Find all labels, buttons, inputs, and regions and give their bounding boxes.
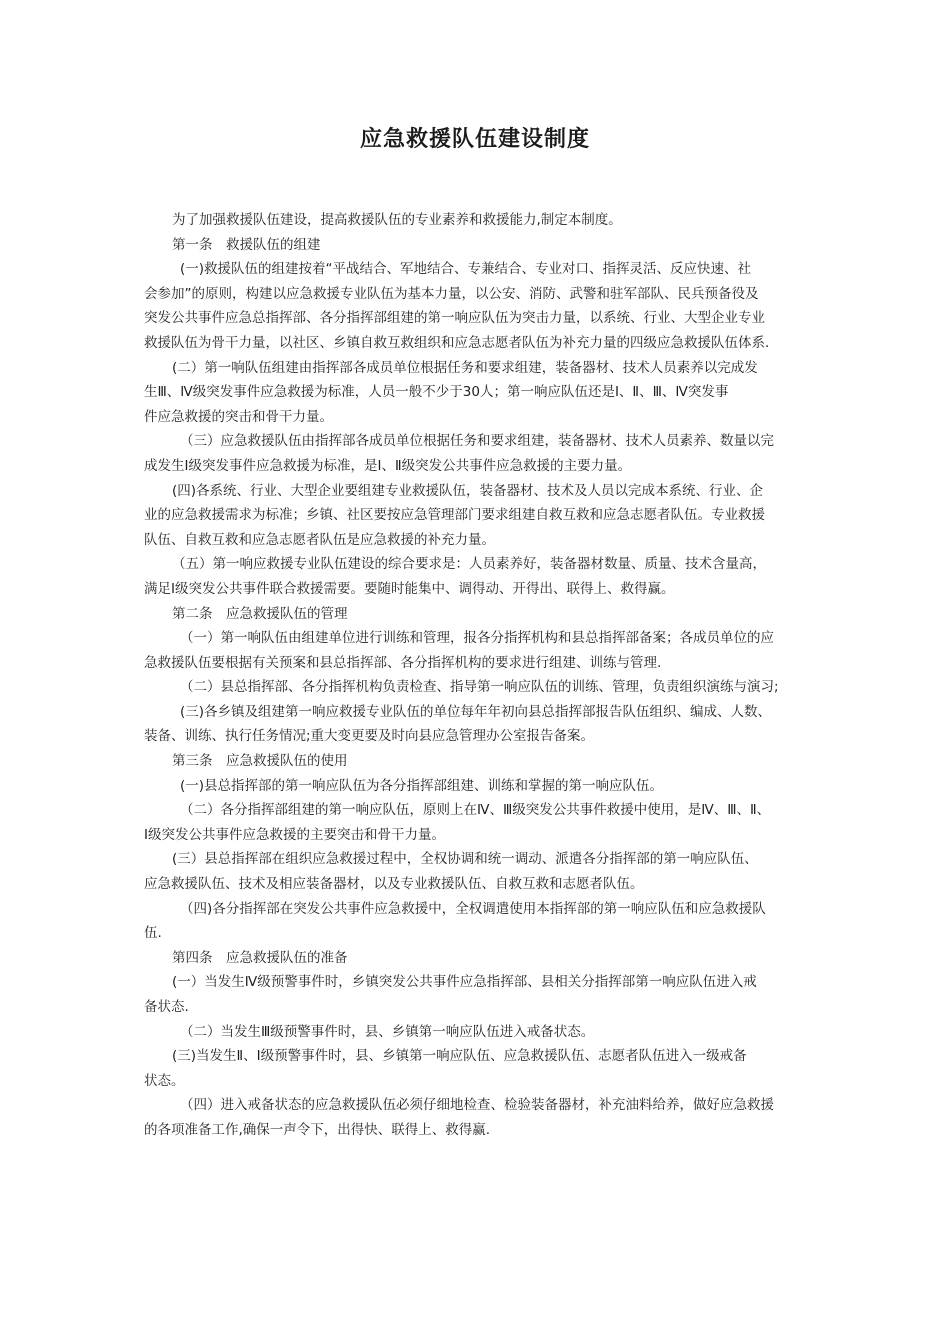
text-line: 急救援队伍要根据有关预案和县总指挥部、各分指挥机构的要求进行组建、训练与管理. — [144, 654, 662, 671]
text-line: (一)县总指挥部的第一响应队伍为各分指挥部组建、训练和掌握的第一响应队伍。 — [180, 777, 664, 794]
text-line: 备状态. — [144, 999, 189, 1015]
text-line: (三)各乡镇及组建第一响应救援专业队伍的单位每年年初向县总指挥部报告队伍组织、编成、人数、 — [180, 703, 772, 720]
text-line: 伍. — [144, 925, 162, 942]
section-heading: 第二条 应急救援队伍的管理 — [172, 605, 348, 622]
text-line: 突发公共事件应急总指挥部、各分指挥部组建的第一响应队伍为突击力量，以系统、行业、大型企业专业 — [144, 310, 765, 327]
text-line: 满足Ⅰ级突发公共事件联合救援需要。要随时能集中、调得动、开得出、联得上、救得赢。 — [144, 580, 675, 597]
text-line: (二）第一响队伍组建由指挥部各成员单位根据任务和要求组建，装备器材、技术人员素养以完成发 — [172, 359, 758, 376]
text-line: 装备、训练、执行任务情况;重大变更要及时向县应急管理办公室报告备案。 — [144, 728, 595, 745]
text-line: (一)救援队伍的组建按着“平战结合、军地结合、专兼结合、专业对口、指挥灵活、反应快速、社 — [180, 261, 752, 278]
text-line: 应急救援队伍、技术及相应装备器材，以及专业救援队伍、自救互救和志愿者队伍。 — [144, 876, 644, 893]
text-line: （三）应急救援队伍由指挥部各成员单位根据任务和要求组建，装备器材、技术人员素养、数量以完 — [180, 433, 774, 450]
text-line: (四)各系统、行业、大型企业要组建专业救援队伍，装备器材、技术及人员以完成本系统、行业、企 — [172, 482, 764, 499]
text-line: 队伍、自救互救和应急志愿者队伍是应急救援的补充力量。 — [144, 531, 495, 548]
section-heading: 第三条 应急救援队伍的使用 — [172, 753, 348, 770]
text-line: 状态。 — [144, 1072, 185, 1089]
text-line: （二）当发生Ⅲ级预警事件时，县、乡镇第一响应队伍进入戒备状态。 — [180, 1023, 595, 1040]
text-line: 会参加”的原则，构建以应急救援专业队伍为基本力量，以公安、消防、武警和驻军部队、民兵预备役及 — [144, 285, 759, 302]
text-line: 为了加强救援队伍建设，提高救援队伍的专业素养和救援能力,制定本制度。 — [172, 212, 622, 228]
text-line: Ⅰ级突发公共事件应急救援的主要突击和骨干力量。 — [144, 826, 445, 843]
text-line: 业的应急救援需求为标准；乡镇、社区要按应急管理部门要求组建自救互救和应急志愿者队伍。专业救援 — [144, 507, 765, 524]
text-line: （二）各分指挥部组建的第一响应队伍，原则上在Ⅳ、Ⅲ级突发公共事件救援中使用，是Ⅳ、Ⅲ、Ⅱ、 — [180, 802, 771, 819]
text-line: （四）进入戒备状态的应急救援队伍必须仔细地检查、检验装备器材，补充油料给养，做好应急救援 — [180, 1097, 774, 1114]
text-line: （一）第一响队伍由组建单位进行训练和管理，报各分指挥机构和县总指挥部备案；各成员单位的应 — [180, 630, 774, 647]
text-line: 件应急救援的突击和骨干力量。 — [144, 408, 333, 425]
text-line: 的各项准备工作,确保一声令下，出得快、联得上、救得赢. — [144, 1121, 491, 1138]
text-line: （四)各分指挥部在突发公共事件应急救援中，全权调遣使用本指挥部的第一响应队伍和应急救援队 — [180, 900, 766, 917]
text-line: 救援队伍为骨干力量，以社区、乡镇自救互救组织和应急志愿者队伍为补充力量的四级应急救援队伍体系. — [144, 334, 770, 351]
section-heading: 第四条 应急救援队伍的准备 — [172, 949, 348, 966]
section-heading: 第一条 救援队伍的组建 — [172, 236, 321, 253]
text-line: 生Ⅲ、Ⅳ级突发事件应急救援为标准，人员一般不少于30人；第一响应队伍还是Ⅰ、Ⅱ、Ⅲ、Ⅳ突发事 — [144, 384, 729, 401]
document-body — [144, 208, 812, 1143]
text-line: (一）当发生Ⅳ级预警事件时，乡镇突发公共事件应急指挥部、县相关分指挥部第一响应队伍进入戒 — [172, 974, 757, 991]
document-title: 应急救援队伍建设制度 — [359, 126, 590, 152]
text-line: (三）县总指挥部在组织应急救援过程中，全权协调和统一调动、派遣各分指挥部的第一响应队伍、 — [172, 851, 758, 868]
text-line: （五）第一响应救援专业队伍建设的综合要求是：人员素养好，装备器材数量、质量、技术含量高， — [172, 556, 766, 573]
text-line: （二）县总指挥部、各分指挥机构负责检查、指导第一响应队伍的训练、管理，负责组织演练与演习; — [180, 679, 779, 696]
text-line: (三)当发生Ⅱ、Ⅰ级预警事件时，县、乡镇第一响应队伍、应急救援队伍、志愿者队伍进入一级戒备 — [172, 1048, 747, 1065]
text-line: 成发生Ⅰ级突发事件应急救援为标准，是Ⅰ、Ⅱ级突发公共事件应急救援的主要力量。 — [144, 457, 632, 474]
